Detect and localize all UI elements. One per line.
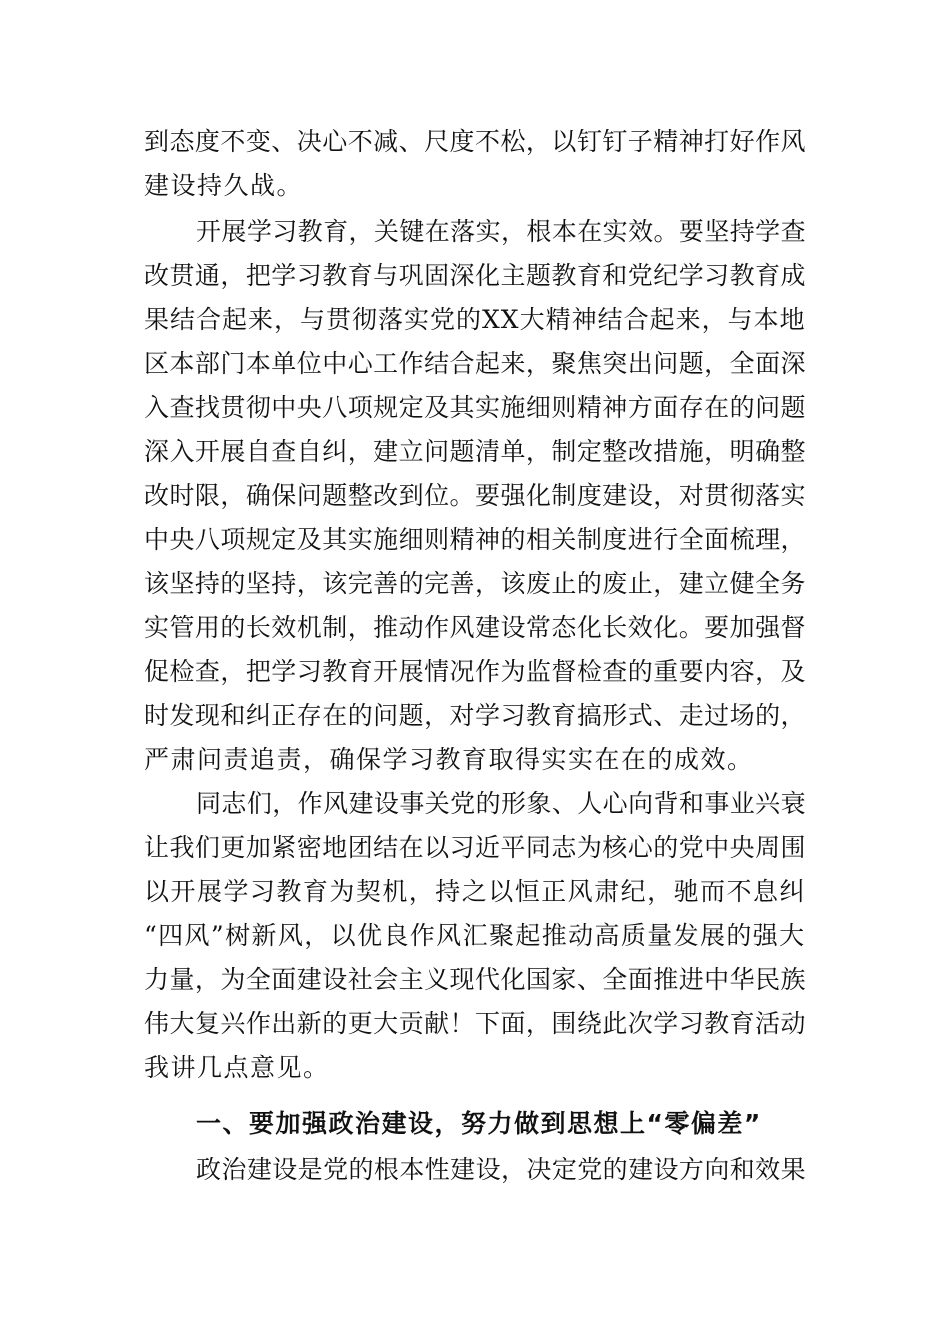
text-line bbox=[0, 164, 950, 208]
text-line bbox=[0, 958, 950, 1002]
line-text: 到态度不变、决心不减、尺度不松，以钉钉子精神打好作风 bbox=[144, 127, 807, 156]
line-text: 区本部门本单位中心工作结合起来，聚焦突出问题，全面深 bbox=[144, 349, 807, 378]
line-text: 伟大复兴作出新的更大贡献！下面，围绕此次学习教育活动 bbox=[144, 1009, 807, 1038]
line-text: 建设持久战。 bbox=[144, 171, 304, 200]
text-line bbox=[0, 474, 950, 518]
line-text: 政治建设是党的根本性建设，决定党的建设方向和效果 bbox=[196, 1155, 807, 1184]
line-text: 促检查，把学习教育开展情况作为监督检查的重要内容，及 bbox=[144, 657, 807, 686]
text-line bbox=[0, 386, 950, 430]
text-line bbox=[0, 1002, 950, 1046]
line-text: 果结合起来，与贯彻落实党的XX大精神结合起来，与本地 bbox=[144, 305, 806, 334]
line-text: 该坚持的坚持，该完善的完善，该废止的废止，建立健全务 bbox=[144, 569, 807, 598]
text-line bbox=[0, 1046, 950, 1090]
line-text: 改时限，确保问题整改到位。要强化制度建设，对贯彻落实 bbox=[144, 481, 807, 510]
paragraph-first-line bbox=[0, 210, 950, 254]
line-text: 以开展学习教育为契机，持之以恒正风肃纪，驰而不息纠 bbox=[144, 877, 807, 906]
line-text: 让我们更加紧密地团结在以习近平同志为核心的党中央周围 bbox=[144, 833, 807, 862]
text-line bbox=[0, 254, 950, 298]
line-text: 我讲几点意见。 bbox=[144, 1053, 330, 1082]
text-line bbox=[0, 518, 950, 562]
text-line bbox=[0, 606, 950, 650]
text-line bbox=[0, 120, 950, 164]
section-heading bbox=[0, 1102, 950, 1146]
text-line bbox=[0, 430, 950, 474]
heading-text: 一、要加强政治建设，努力做到思想上“零偏差” bbox=[196, 1109, 762, 1138]
paragraph-first-line bbox=[0, 1148, 950, 1192]
line-text: 实管用的长效机制，推动作风建设常态化长效化。要加强督 bbox=[144, 613, 807, 642]
text-line bbox=[0, 738, 950, 782]
line-text: “四风”树新风，以优良作风汇聚起推动高质量发展的强大 bbox=[144, 921, 806, 950]
line-text: 入查找贯彻中央八项规定及其实施细则精神方面存在的问题 bbox=[144, 393, 807, 422]
text-line bbox=[0, 694, 950, 738]
line-text: 力量，为全面建设社会主义现代化国家、全面推进中华民族 bbox=[144, 965, 807, 994]
text-line bbox=[0, 342, 950, 386]
line-text: 深入开展自查自纠，建立问题清单，制定整改措施，明确整 bbox=[144, 437, 807, 466]
text-line bbox=[0, 826, 950, 870]
line-text: 中央八项规定及其实施细则精神的相关制度进行全面梳理， bbox=[144, 525, 807, 554]
text-line bbox=[0, 650, 950, 694]
line-text: 时发现和纠正存在的问题，对学习教育搞形式、走过场的， bbox=[144, 701, 807, 730]
line-text: 严肃问责追责，确保学习教育取得实实在在的成效。 bbox=[144, 745, 754, 774]
text-line bbox=[0, 914, 950, 958]
line-text: 开展学习教育，关键在落实，根本在实效。要坚持学查 bbox=[196, 217, 807, 246]
text-line bbox=[0, 870, 950, 914]
text-line bbox=[0, 562, 950, 606]
line-text: 改贯通，把学习教育与巩固深化主题教育和党纪学习教育成 bbox=[144, 261, 807, 290]
line-text: 同志们，作风建设事关党的形象、人心向背和事业兴衰 bbox=[196, 789, 807, 818]
text-line bbox=[0, 298, 950, 342]
paragraph-first-line bbox=[0, 782, 950, 826]
